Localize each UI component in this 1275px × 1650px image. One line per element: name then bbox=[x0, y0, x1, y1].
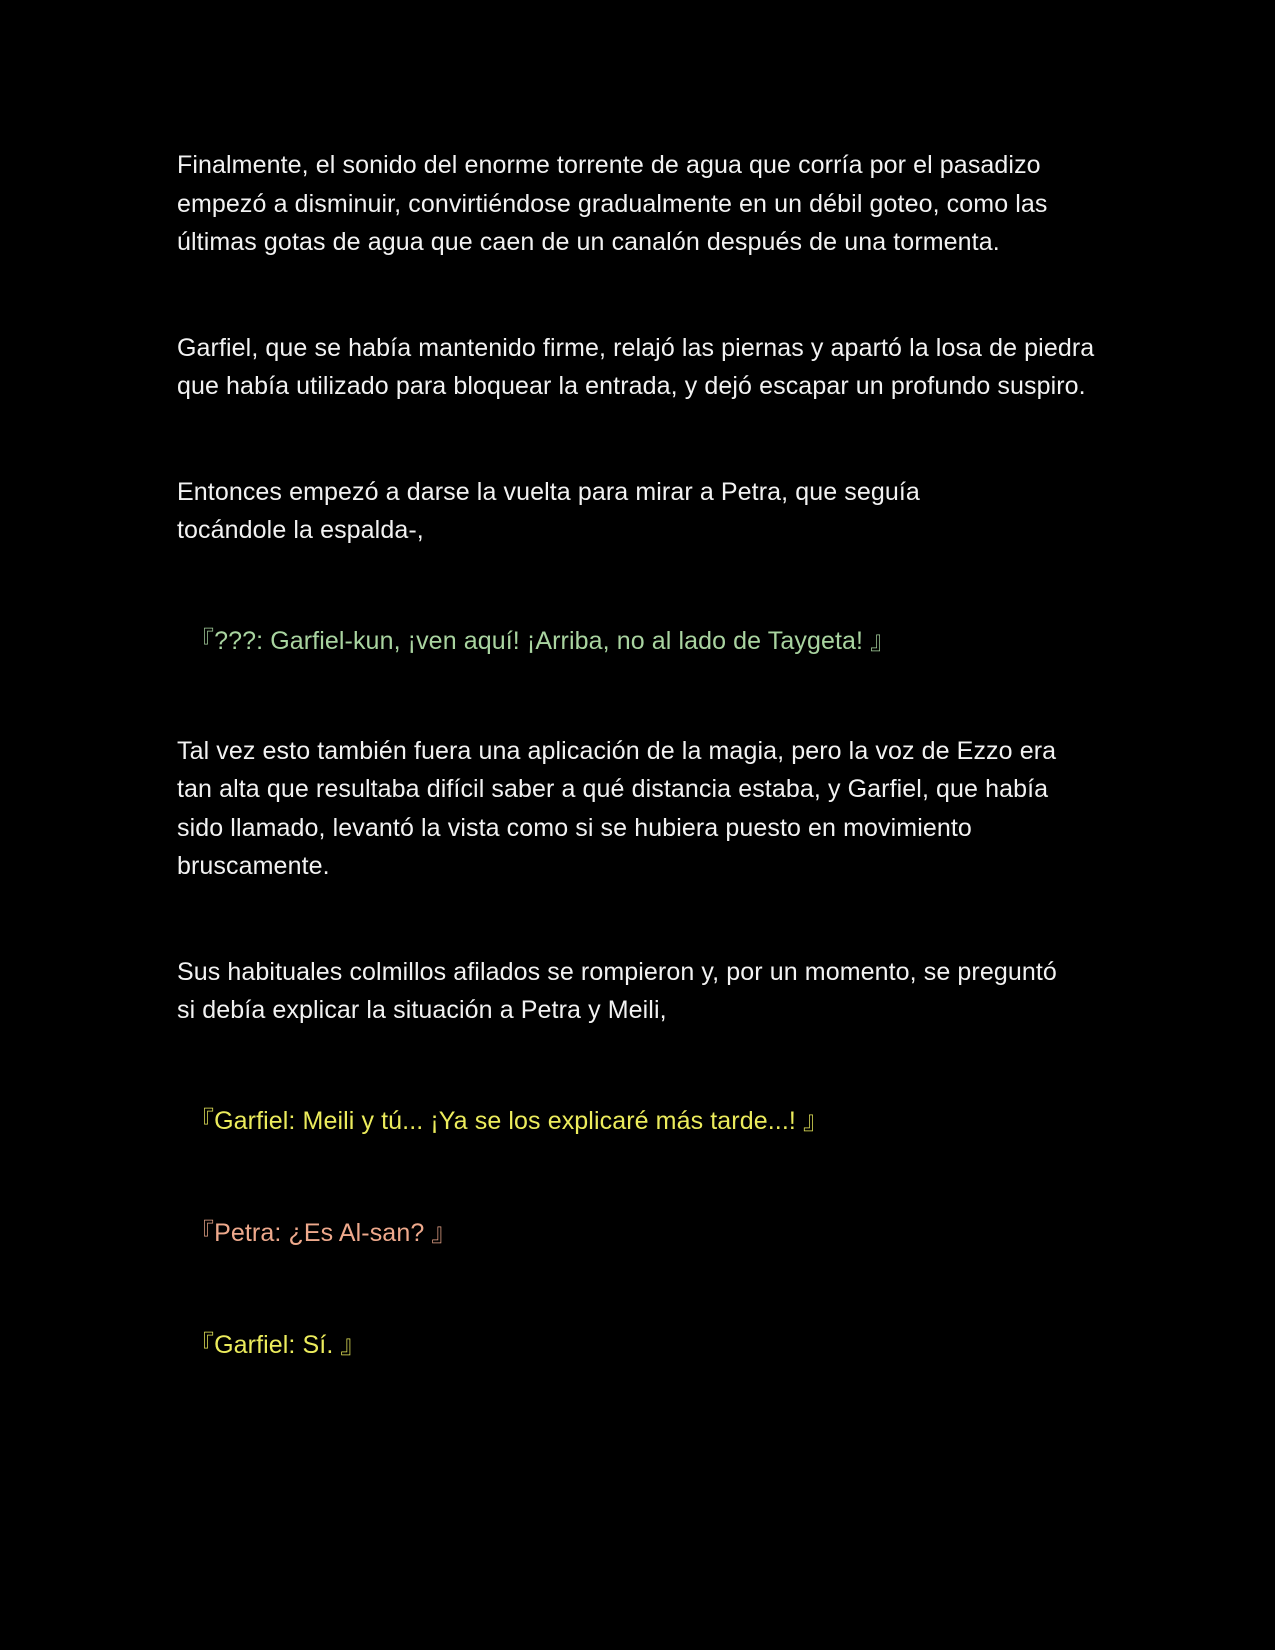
paragraph-turn-to-petra: Entonces empezó a darse la vuelta para mirar a Petra, que seguía tocándole la espalda-, bbox=[177, 477, 920, 544]
paragraph-torrent: Finalmente, el sonido del enorme torrente de agua que corría por el pasadizo empezó a disminuir, convirtiéndose gradualmente en un débil goteo, como las últimas gotas de agua que caen de un canalón después de una tormenta. bbox=[177, 151, 1048, 256]
dialogue-garfiel-explain: 『Garfiel: Meili y tú... ¡Ya se los explicaré más tarde...! 』 bbox=[189, 1106, 829, 1135]
paragraph-ezzo-voice: Tal vez esto también fuera una aplicación de la magia, pero la voz de Ezzo era tan alta que resultaba difícil saber a qué distancia estaba, y Garfiel, que había sido llamado, levantó la vista como si se hubiera puesto en movimiento bruscamente. bbox=[177, 736, 1057, 880]
paragraph-garfiel-sigh: Garfiel, que se había mantenido firme, relajó las piernas y apartó la losa de piedra que había utilizado para bloquear la entrada, y dejó escapar un profundo suspiro. bbox=[177, 333, 1095, 400]
dialogue-unknown-voice: 『???: Garfiel-kun, ¡ven aquí! ¡Arriba, no al lado de Taygeta! 』 bbox=[189, 626, 896, 655]
dialogue-petra-question: 『Petra: ¿Es Al-san? 』 bbox=[189, 1218, 457, 1247]
dialogue-garfiel-yes: 『Garfiel: Sí. 』 bbox=[189, 1330, 366, 1359]
paragraph-broken-fangs: Sus habituales colmillos afilados se rompieron y, por un momento, se preguntó si debía explicar la situación a Petra y Meili, bbox=[177, 957, 1057, 1024]
document-body bbox=[177, 146, 1097, 1364]
